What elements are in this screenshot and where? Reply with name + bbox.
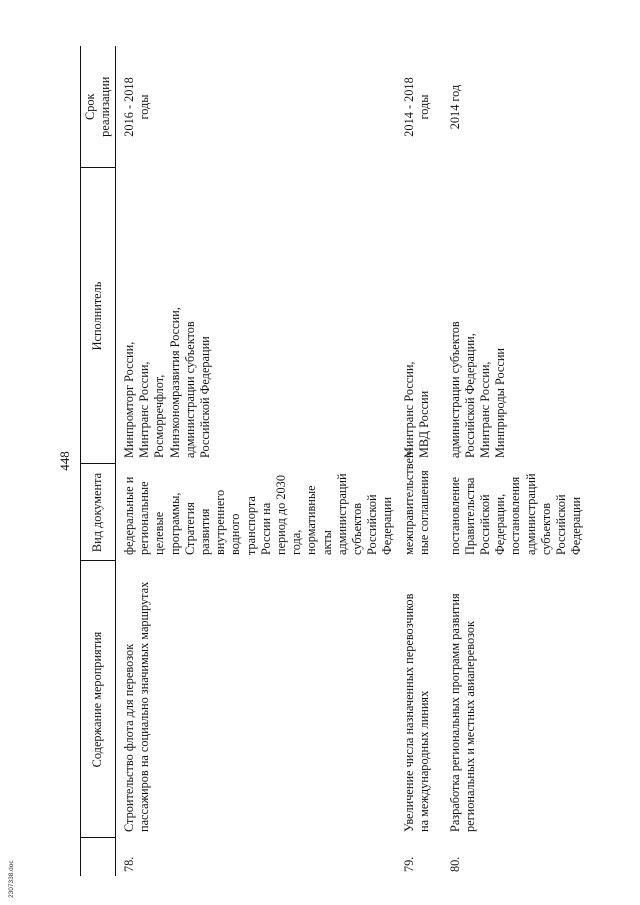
table-row (442, 46, 585, 876)
row-number: 80. (447, 856, 462, 872)
row-term: 2014 - 2018 годы (401, 77, 431, 137)
header-term: Срок реализации (81, 46, 116, 168)
row-content: Разработка региональных программ развития региональных и местных авиаперевозок (447, 593, 477, 832)
header-doc-type: Вид документа (81, 464, 116, 561)
header-executor: Исполнитель (81, 168, 116, 464)
row-executor: администрации субъектов Российской Федерации, Минтранс России, Минприроды России (447, 321, 508, 458)
table-header-row (81, 46, 116, 876)
row-executor: Минпромторг России, Минтранс России, Росморречфлот, Минэкономразвития России, администрации субъектов Российской Федерации (122, 307, 213, 458)
row-executor: Минтранс России, МВД России (401, 361, 431, 458)
row-content: Строительство флота для перевозок пассажиров на социально значимых маршрутах (122, 581, 152, 832)
document-file-code: 2307338.doc (8, 860, 15, 898)
row-doc-type: федеральные и региональные целевые программы, Стратегия развития внутреннего водного транспорта России на период до 2030 года, нормативные акты администраций субъектов Российской Федерации (122, 473, 395, 555)
page-number: 448 (57, 451, 72, 471)
header-content: Содержание мероприятия (81, 561, 116, 838)
row-number: 78. (122, 856, 136, 872)
row-term: 2014 год (447, 84, 462, 130)
row-term: 2016 - 2018 годы (122, 77, 152, 137)
row-number: 79. (401, 856, 416, 872)
header-num (81, 838, 116, 876)
rotated-content (56, 46, 616, 876)
row-content: Увеличение числа назначенных перевозчиков на международных линиях (401, 593, 431, 832)
table-row (396, 46, 442, 876)
table-row (116, 46, 396, 876)
row-doc-type: постановление Правительства Российской Федерации, постановления администраций субъектов Российской Федерации (447, 473, 584, 555)
row-doc-type: межправительствен- ные соглашения (401, 447, 431, 555)
measures-table (80, 46, 584, 876)
